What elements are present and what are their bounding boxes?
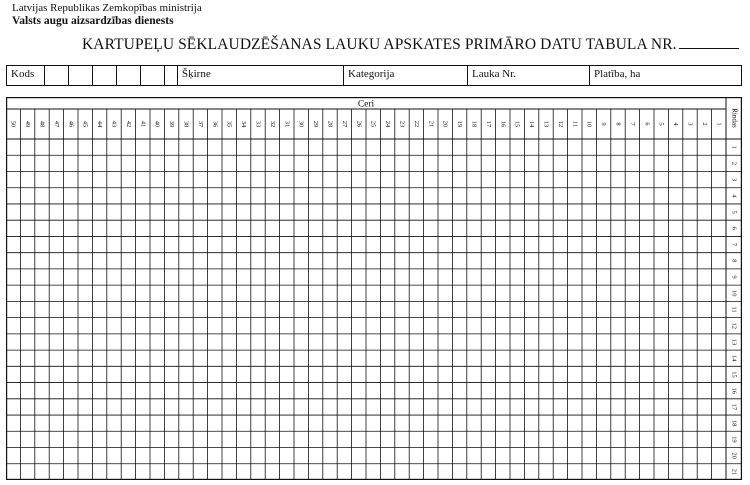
column-number: 46 [67, 120, 75, 128]
rindas-label: Rindas [730, 108, 739, 128]
column-number: 3 [686, 122, 694, 126]
column-number: 28 [326, 120, 334, 128]
row-number: 6 [730, 226, 738, 230]
observation-grid-svg [6, 97, 742, 480]
row-number: 8 [730, 259, 738, 263]
row-number: 4 [730, 194, 738, 198]
column-number: 41 [139, 120, 147, 128]
column-number: 27 [340, 120, 348, 128]
form-number-blank[interactable] [679, 47, 739, 49]
row-number: 17 [730, 403, 738, 411]
service-name: Valsts augu aizsardzības dienests [12, 15, 174, 27]
row-number: 19 [730, 436, 738, 443]
column-number: 19 [456, 120, 464, 128]
form-title-text: KARTUPEĻU SĒKLAUDZĒŠANAS LAUKU APSKATES PRIMĀRO DATU TABULA NR. [82, 36, 677, 53]
column-number: 34 [240, 120, 248, 128]
column-number: 50 [9, 120, 17, 128]
row-number: 1 [730, 145, 738, 149]
row-number: 20 [730, 452, 738, 459]
column-number: 30 [297, 120, 305, 128]
column-number: 15 [513, 120, 521, 128]
column-number: 9 [600, 122, 608, 126]
row-number: 11 [730, 306, 738, 313]
column-number: 1 [715, 122, 723, 126]
lauka-nr-field[interactable] [467, 66, 589, 85]
kategorija-label: Kategorija [348, 68, 395, 80]
kategorija-field[interactable] [343, 66, 467, 85]
column-number: 16 [499, 120, 507, 128]
column-number: 5 [657, 122, 665, 126]
skirne-label: Šķirne [182, 68, 211, 80]
kods-digit-box[interactable] [116, 66, 140, 85]
column-number: 36 [211, 120, 219, 128]
row-number: 5 [730, 210, 738, 214]
column-number: 33 [254, 120, 262, 128]
column-number: 45 [81, 120, 89, 128]
row-number: 18 [730, 419, 738, 427]
column-number: 22 [412, 120, 420, 128]
row-number: 13 [730, 338, 738, 346]
column-number: 17 [484, 120, 492, 128]
ministry-name: Latvijas Republikas Zemkopības ministrija [12, 2, 202, 14]
platiba-label: Platība, ha [594, 68, 641, 80]
column-number: 6 [643, 122, 651, 126]
row-number: 2 [730, 161, 738, 165]
row-number: 14 [730, 354, 738, 362]
row-number: 12 [730, 322, 738, 329]
column-number: 20 [441, 120, 449, 128]
column-number: 4 [672, 122, 680, 126]
column-number: 10 [585, 120, 593, 128]
column-number: 14 [528, 120, 536, 128]
column-number: 39 [168, 120, 176, 128]
column-number: 7 [628, 122, 636, 126]
row-number: 3 [730, 177, 738, 182]
column-number: 12 [556, 120, 564, 128]
column-number: 35 [225, 120, 233, 128]
column-number: 31 [283, 120, 291, 128]
form-title [82, 36, 739, 54]
column-number: 37 [196, 120, 204, 128]
column-number: 48 [38, 120, 46, 128]
kods-digit-box[interactable] [92, 66, 116, 85]
column-number: 23 [398, 120, 406, 128]
skirne-field[interactable] [177, 66, 343, 85]
column-number: 32 [268, 120, 276, 128]
kods-digit-box[interactable] [44, 66, 68, 85]
ceri-label: Ceri [357, 99, 375, 110]
info-row [6, 65, 742, 86]
column-number: 2 [700, 122, 708, 126]
column-number: 24 [384, 120, 392, 128]
column-number: 42 [124, 120, 132, 128]
column-number: 40 [153, 120, 161, 128]
kods-digit-box[interactable] [164, 66, 177, 85]
row-number: 9 [730, 275, 738, 279]
lauka-nr-label: Lauka Nr. [472, 68, 516, 80]
column-number: 44 [96, 120, 104, 128]
column-number: 18 [470, 120, 478, 128]
row-number: 15 [730, 371, 738, 378]
column-number: 29 [312, 120, 320, 128]
platiba-field[interactable] [589, 66, 743, 85]
kods-digit-box[interactable] [68, 66, 92, 85]
row-number: 16 [730, 387, 738, 394]
column-number: 11 [571, 120, 579, 128]
column-number: 43 [110, 120, 118, 128]
row-number: 21 [730, 468, 738, 476]
column-number: 38 [182, 120, 190, 128]
column-number: 13 [542, 120, 550, 128]
column-number: 47 [52, 120, 60, 128]
kods-label: Kods [11, 68, 35, 80]
row-number: 7 [730, 242, 738, 247]
observation-grid [6, 97, 742, 480]
kods-digit-box[interactable] [140, 66, 164, 85]
column-number: 25 [369, 120, 377, 128]
column-number: 21 [427, 120, 435, 128]
column-number: 26 [355, 120, 363, 128]
row-number: 10 [730, 290, 738, 297]
column-number: 8 [614, 122, 622, 126]
column-number: 49 [24, 120, 32, 128]
